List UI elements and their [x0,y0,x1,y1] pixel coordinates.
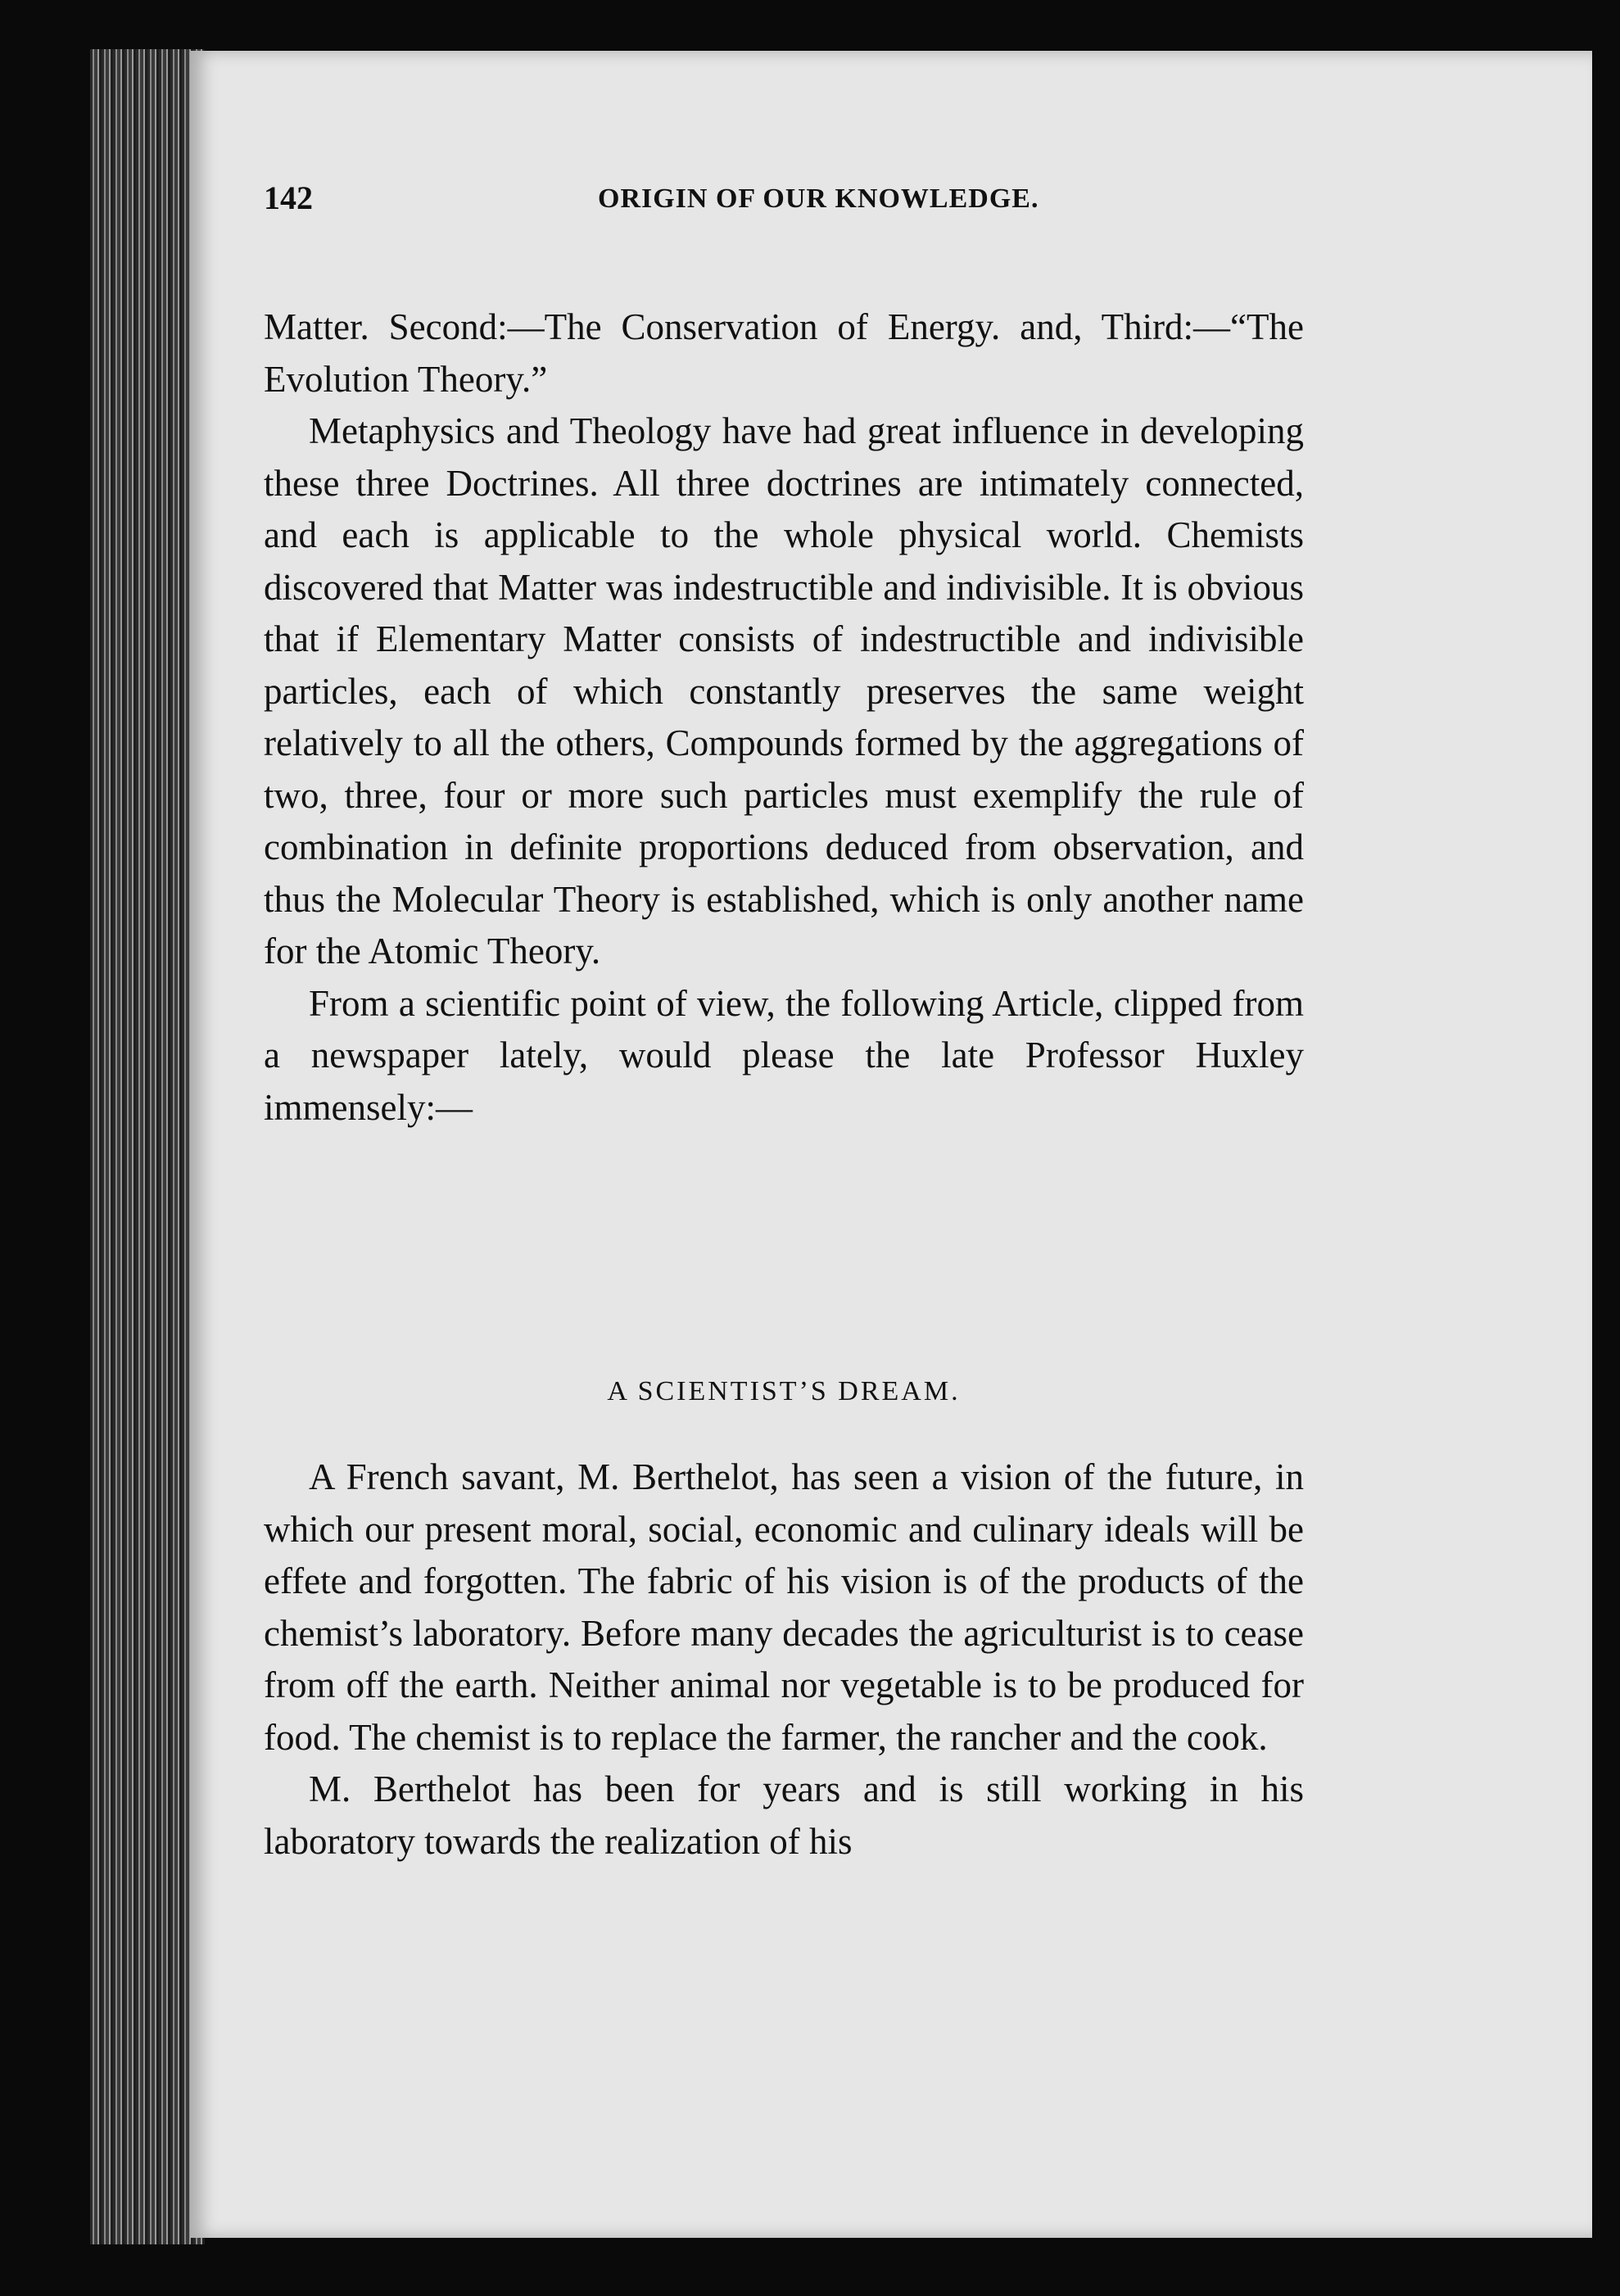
paragraph-french-savant: A French savant, M. Berthelot, has seen a vision of the future, in which our present moral, social, economic and culinary ideals will be effete and forgotten. The fabric of his vision is of the products of the chemist’s laboratory. Before many decades the agriculturist is to cease from off the earth. Neither animal nor vegetable is to be produced for food. The chemist is to replace the farmer, the rancher and the cook. [264,1456,1304,1758]
page-number: 142 [264,179,313,216]
section-body-text [264,1451,1304,1868]
paragraph-continuation: Matter. Second:—The Conservation of Energy. and, Third:—“The Evolution Theory.” [264,306,1304,400]
running-header [264,172,1328,238]
body-text [264,301,1304,1134]
book-page-edges [90,49,205,2244]
paragraph-metaphysics: Metaphysics and Theology have had great influence in developing these three Doctrines. All three doctrines are intimately connected, and each is applicable to the whole physical world. Chemists discovered that Matter was indestructible and indivisible. It is obvious that if Elementary Matter consists of indestructible and indivisible particles, each of which constantly preserves the same weight relatively to all the others, Compounds formed by the aggregations of two, three, four or more such particles must exemplify the rule of combination in definite proportions deduced from observation, and thus the Molecular Theory is established, which is only another name for the Atomic Theory. [264,410,1304,971]
paragraph-scientific-view: From a scientific point of view, the following Article, clipped from a newspaper lately, would please the late Professor Huxley immensely:— [264,982,1304,1128]
section-heading: A SCIENTIST’S DREAM. [607,1376,961,1406]
paragraph-berthelot: M. Berthelot has been for years and is still working in his laboratory towards the realization of his [264,1768,1304,1862]
running-title: ORIGIN OF OUR KNOWLEDGE. [598,183,1039,214]
